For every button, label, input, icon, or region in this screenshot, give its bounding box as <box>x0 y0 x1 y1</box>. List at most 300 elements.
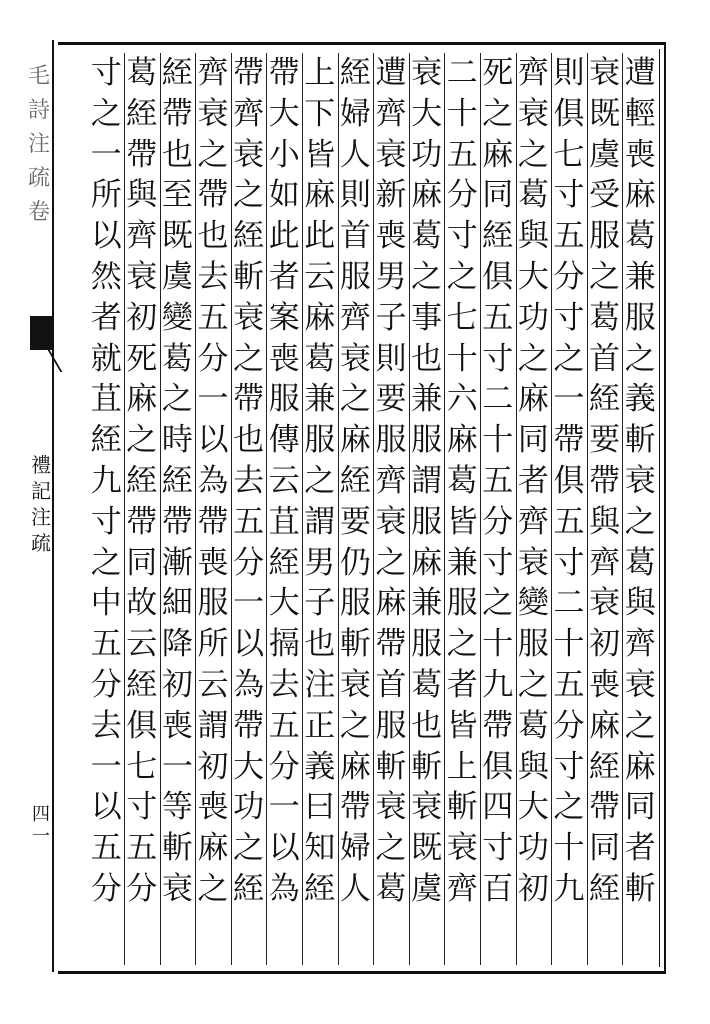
text-char: 服 <box>446 585 478 622</box>
text-char: 衰 <box>233 299 265 336</box>
text-char: 同 <box>624 789 656 826</box>
text-char: 皆 <box>304 136 336 173</box>
text-char: 絰 <box>161 55 193 91</box>
text-char: 兼 <box>411 585 443 622</box>
text-char: 葛 <box>411 218 443 255</box>
text-char: 麻 <box>126 381 158 418</box>
text-char: 細 <box>161 585 193 622</box>
text-char: 功 <box>233 789 265 826</box>
text-char: 十 <box>553 626 585 663</box>
text-char: 一 <box>161 748 193 785</box>
text-char: 時 <box>161 422 193 459</box>
text-char: 者 <box>517 462 549 499</box>
text-char: 既 <box>161 218 193 255</box>
text-char: 云 <box>304 258 336 295</box>
text-char: 麻 <box>446 422 478 459</box>
text-char: 寸 <box>553 748 585 785</box>
text-char: 小 <box>268 136 300 173</box>
text-char: 斬 <box>339 626 371 663</box>
text-char: 者 <box>446 666 478 703</box>
text-char: 絰 <box>126 462 158 499</box>
text-char: 也 <box>411 707 443 744</box>
text-char: 五 <box>553 666 585 703</box>
text-char: 寸 <box>553 299 585 336</box>
text-char: 服 <box>268 381 300 418</box>
text-char: 齊 <box>624 626 656 663</box>
text-char: 為 <box>197 462 229 499</box>
text-char: 葛 <box>589 299 621 336</box>
text-char: 要 <box>589 422 621 459</box>
text-char: 變 <box>517 585 549 622</box>
text-char: 麻 <box>411 177 443 214</box>
text-char: 衰 <box>339 340 371 377</box>
text-char: 帶 <box>161 503 193 540</box>
text-char: 者 <box>624 830 656 867</box>
text-char: 葛 <box>446 462 478 499</box>
text-char: 衰 <box>589 585 621 622</box>
text-char: 衰 <box>197 95 229 132</box>
text-char: 絰 <box>126 95 158 132</box>
text-char: 喪 <box>624 136 656 173</box>
text-char: 曰 <box>304 789 336 826</box>
text-char: 子 <box>304 585 336 622</box>
text-char: 首 <box>375 666 407 703</box>
fish-tail-diagonal <box>26 350 63 372</box>
text-char: 分 <box>197 340 229 377</box>
text-char: 義 <box>624 381 656 418</box>
book-title-char: 毛 <box>27 64 50 89</box>
text-char: 兼 <box>304 381 336 418</box>
text-char: 功 <box>411 136 443 173</box>
text-char: 搹 <box>268 626 300 663</box>
text-char: 俱 <box>482 258 514 295</box>
text-char: 以 <box>233 626 265 663</box>
text-char: 大 <box>411 95 443 132</box>
text-char: 寸 <box>482 340 514 377</box>
text-char: 也 <box>411 340 443 377</box>
text-char: 男 <box>375 258 407 295</box>
text-char: 要 <box>339 503 371 540</box>
text-column <box>84 53 128 910</box>
text-char: 去 <box>268 666 300 703</box>
text-char: 絰 <box>126 666 158 703</box>
text-char: 服 <box>304 422 336 459</box>
book-title-char: 詩 <box>27 98 50 123</box>
text-char: 則 <box>375 340 407 377</box>
text-char: 案 <box>268 299 300 336</box>
text-char: 百 <box>482 870 514 907</box>
text-char: 麻 <box>411 544 443 581</box>
text-char: 寸 <box>553 544 585 581</box>
text-char: 就 <box>90 340 122 377</box>
text-char: 事 <box>411 299 443 336</box>
text-char: 初 <box>161 666 193 703</box>
text-char: 之 <box>90 544 122 581</box>
text-char: 變 <box>161 299 193 336</box>
text-char: 人 <box>339 870 371 907</box>
text-char: 衰 <box>446 830 478 867</box>
text-char: 之 <box>161 381 193 418</box>
text-char: 初 <box>197 748 229 785</box>
text-char: 喪 <box>161 707 193 744</box>
text-char: 之 <box>375 544 407 581</box>
side-title-char: 疏 <box>31 531 51 555</box>
text-char: 分 <box>553 707 585 744</box>
text-char: 五 <box>553 218 585 255</box>
text-char: 同 <box>589 830 621 867</box>
text-char: 為 <box>268 870 300 907</box>
text-char: 寸 <box>446 218 478 255</box>
text-char: 之 <box>411 258 443 295</box>
text-char: 麻 <box>624 748 656 785</box>
text-char: 分 <box>233 544 265 581</box>
book-title-char: 疏 <box>27 166 50 191</box>
text-char: 九 <box>553 870 585 907</box>
text-char: 云 <box>268 462 300 499</box>
text-char: 俱 <box>553 95 585 132</box>
text-char: 服 <box>411 503 443 540</box>
text-char: 麻 <box>589 707 621 744</box>
text-char: 之 <box>197 870 229 907</box>
text-char: 葛 <box>304 340 336 377</box>
text-char: 十 <box>482 422 514 459</box>
text-char: 至 <box>161 177 193 214</box>
text-char: 死 <box>482 55 514 91</box>
text-char: 死 <box>126 340 158 377</box>
text-char: 苴 <box>268 503 300 540</box>
text-char: 帶 <box>375 626 407 663</box>
text-char: 斬 <box>624 870 656 907</box>
text-char: 同 <box>517 422 549 459</box>
text-char: 九 <box>482 666 514 703</box>
text-char: 既 <box>411 830 443 867</box>
text-char: 寸 <box>482 830 514 867</box>
text-char: 五 <box>482 299 514 336</box>
text-char: 帶 <box>233 381 265 418</box>
text-char: 大 <box>517 789 549 826</box>
text-char: 帶 <box>339 789 371 826</box>
text-char: 五 <box>268 707 300 744</box>
text-char: 絰 <box>233 870 265 907</box>
text-char: 喪 <box>197 789 229 826</box>
text-char: 絰 <box>90 422 122 459</box>
text-char: 絰 <box>339 55 371 91</box>
text-char: 要 <box>375 381 407 418</box>
text-char: 斬 <box>375 748 407 785</box>
text-char: 齊 <box>233 95 265 132</box>
text-char: 服 <box>375 707 407 744</box>
text-char: 義 <box>304 748 336 785</box>
text-char: 以 <box>90 218 122 255</box>
text-char: 下 <box>304 95 336 132</box>
text-char: 之 <box>517 666 549 703</box>
page-number-char: 一 <box>32 826 50 847</box>
text-char: 帶 <box>482 707 514 744</box>
text-char: 一 <box>553 381 585 418</box>
text-char: 之 <box>339 381 371 418</box>
text-char: 同 <box>126 544 158 581</box>
page-number-char: 四 <box>32 804 50 825</box>
text-char: 同 <box>482 177 514 214</box>
text-char: 麻 <box>304 177 336 214</box>
text-char: 喪 <box>375 218 407 255</box>
text-char: 帶 <box>197 503 229 540</box>
text-char: 受 <box>589 177 621 214</box>
text-char: 衰 <box>375 503 407 540</box>
text-char: 云 <box>197 666 229 703</box>
text-char: 之 <box>126 422 158 459</box>
text-char: 苴 <box>90 381 122 418</box>
text-char: 麻 <box>304 299 336 336</box>
text-char: 麻 <box>339 422 371 459</box>
text-char: 服 <box>339 258 371 295</box>
text-char: 知 <box>304 830 336 867</box>
text-char: 首 <box>589 340 621 377</box>
text-char: 二 <box>482 381 514 418</box>
text-char: 七 <box>553 136 585 173</box>
text-char: 之 <box>233 340 265 377</box>
text-char: 之 <box>197 136 229 173</box>
text-char: 初 <box>126 299 158 336</box>
text-char: 帶 <box>589 789 621 826</box>
text-char: 麻 <box>624 177 656 214</box>
text-char: 皆 <box>446 707 478 744</box>
side-title <box>30 452 52 556</box>
text-char: 帶 <box>268 55 300 91</box>
text-char: 之 <box>446 258 478 295</box>
fish-tail-mark <box>30 316 52 350</box>
text-char: 首 <box>339 218 371 255</box>
text-char: 分 <box>553 258 585 295</box>
text-char: 者 <box>90 299 122 336</box>
text-char: 也 <box>197 218 229 255</box>
text-char: 大 <box>268 95 300 132</box>
text-char: 麻 <box>339 748 371 785</box>
text-char: 然 <box>90 258 122 295</box>
text-char: 十 <box>446 95 478 132</box>
text-char: 十 <box>482 626 514 663</box>
text-char: 之 <box>517 136 549 173</box>
text-char: 齊 <box>339 299 371 336</box>
text-char: 謂 <box>411 462 443 499</box>
text-char: 虞 <box>161 258 193 295</box>
text-char: 寸 <box>553 177 585 214</box>
text-char: 一 <box>268 789 300 826</box>
text-char: 降 <box>161 626 193 663</box>
text-char: 之 <box>624 340 656 377</box>
text-char: 七 <box>446 299 478 336</box>
text-char: 喪 <box>589 666 621 703</box>
text-char: 上 <box>304 55 336 91</box>
text-char: 麻 <box>517 381 549 418</box>
text-char: 以 <box>90 789 122 826</box>
text-char: 俱 <box>553 462 585 499</box>
text-char: 去 <box>90 707 122 744</box>
text-char: 所 <box>197 626 229 663</box>
text-char: 絰 <box>161 462 193 499</box>
text-char: 虞 <box>411 870 443 907</box>
text-char: 以 <box>268 830 300 867</box>
text-char: 分 <box>126 870 158 907</box>
text-char: 齊 <box>375 95 407 132</box>
text-char: 婦 <box>339 95 371 132</box>
text-char: 謂 <box>304 503 336 540</box>
text-char: 以 <box>197 422 229 459</box>
page-number <box>28 804 54 848</box>
text-char: 十 <box>446 340 478 377</box>
text-char: 如 <box>268 177 300 214</box>
text-char: 服 <box>517 626 549 663</box>
text-char: 帶 <box>197 177 229 214</box>
text-char: 五 <box>90 626 122 663</box>
text-char: 與 <box>589 503 621 540</box>
text-char: 之 <box>304 462 336 499</box>
text-char: 既 <box>589 95 621 132</box>
text-char: 與 <box>624 585 656 622</box>
text-char: 一 <box>90 136 122 173</box>
text-char: 之 <box>482 585 514 622</box>
text-char: 喪 <box>268 340 300 377</box>
side-title-char: 禮 <box>31 453 51 477</box>
text-char: 二 <box>446 55 478 91</box>
text-char: 大 <box>268 585 300 622</box>
text-char: 葛 <box>411 666 443 703</box>
text-char: 服 <box>624 299 656 336</box>
text-char: 斬 <box>233 258 265 295</box>
text-char: 兼 <box>446 544 478 581</box>
text-char: 絰 <box>482 218 514 255</box>
text-char: 五 <box>90 830 122 867</box>
text-char: 者 <box>268 258 300 295</box>
text-char: 麻 <box>482 136 514 173</box>
text-char: 之 <box>339 707 371 744</box>
text-char: 葛 <box>517 177 549 214</box>
text-char: 服 <box>197 585 229 622</box>
text-char: 葛 <box>126 55 158 91</box>
text-char: 分 <box>90 666 122 703</box>
text-char: 衰 <box>411 789 443 826</box>
text-char: 五 <box>126 830 158 867</box>
text-char: 傳 <box>268 422 300 459</box>
text-char: 遭 <box>624 55 656 91</box>
text-char: 斬 <box>624 422 656 459</box>
text-char: 此 <box>268 218 300 255</box>
text-char: 五 <box>553 503 585 540</box>
text-char: 也 <box>161 136 193 173</box>
text-char: 婦 <box>339 830 371 867</box>
text-char: 俱 <box>482 748 514 785</box>
text-char: 子 <box>375 299 407 336</box>
text-char: 葛 <box>161 340 193 377</box>
text-char: 寸 <box>126 789 158 826</box>
text-char: 麻 <box>375 585 407 622</box>
text-char: 則 <box>339 177 371 214</box>
text-char: 云 <box>126 626 158 663</box>
text-char: 衰 <box>624 462 656 499</box>
text-char: 絰 <box>589 381 621 418</box>
text-char: 之 <box>553 340 585 377</box>
side-title-char: 記 <box>31 479 51 503</box>
text-char: 衰 <box>624 666 656 703</box>
text-char: 帶 <box>233 55 265 91</box>
text-char: 帶 <box>553 422 585 459</box>
text-char: 故 <box>126 585 158 622</box>
text-char: 帶 <box>161 95 193 132</box>
text-char: 虞 <box>589 136 621 173</box>
text-char: 兼 <box>411 381 443 418</box>
text-char: 五 <box>446 136 478 173</box>
text-char: 分 <box>90 870 122 907</box>
book-title-char: 卷 <box>27 200 50 225</box>
text-char: 與 <box>517 218 549 255</box>
text-char: 一 <box>233 585 265 622</box>
text-char: 之 <box>90 95 122 132</box>
text-char: 五 <box>233 503 265 540</box>
text-char: 功 <box>517 299 549 336</box>
text-char: 寸 <box>90 503 122 540</box>
text-char: 六 <box>446 381 478 418</box>
book-title-fragment <box>26 60 52 230</box>
text-char: 絰 <box>589 870 621 907</box>
text-char: 齊 <box>197 55 229 91</box>
text-char: 中 <box>90 585 122 622</box>
text-char: 之 <box>233 177 265 214</box>
text-char: 服 <box>411 626 443 663</box>
text-char: 之 <box>482 95 514 132</box>
text-char: 遭 <box>375 55 407 91</box>
text-char: 謂 <box>197 707 229 744</box>
text-char: 人 <box>339 136 371 173</box>
text-char: 漸 <box>161 544 193 581</box>
book-title-char: 注 <box>27 132 50 157</box>
text-char: 帶 <box>233 707 265 744</box>
text-char: 衰 <box>339 666 371 703</box>
text-char: 齊 <box>517 503 549 540</box>
text-char: 齊 <box>517 55 549 91</box>
text-char: 之 <box>589 258 621 295</box>
text-char: 服 <box>375 422 407 459</box>
text-char: 衰 <box>161 870 193 907</box>
text-char: 去 <box>197 258 229 295</box>
text-char: 之 <box>624 707 656 744</box>
text-char: 之 <box>233 830 265 867</box>
text-char: 衰 <box>233 136 265 173</box>
text-char: 分 <box>482 503 514 540</box>
text-char: 五 <box>197 299 229 336</box>
text-char: 葛 <box>517 707 549 744</box>
text-char: 之 <box>624 503 656 540</box>
side-title-char: 注 <box>31 505 51 529</box>
text-char: 齊 <box>375 462 407 499</box>
text-char: 大 <box>517 258 549 295</box>
text-char: 兼 <box>624 258 656 295</box>
text-char: 為 <box>233 666 265 703</box>
text-char: 之 <box>446 626 478 663</box>
text-char: 服 <box>339 585 371 622</box>
text-frame <box>58 42 666 974</box>
text-char: 斬 <box>411 748 443 785</box>
text-char: 絰 <box>268 544 300 581</box>
text-char: 分 <box>446 177 478 214</box>
text-char: 絰 <box>233 218 265 255</box>
text-char: 服 <box>589 218 621 255</box>
text-char: 男 <box>304 544 336 581</box>
text-char: 絰 <box>339 462 371 499</box>
text-char: 葛 <box>375 870 407 907</box>
text-char: 帶 <box>126 503 158 540</box>
text-char: 衰 <box>126 258 158 295</box>
text-char: 衰 <box>411 55 443 91</box>
